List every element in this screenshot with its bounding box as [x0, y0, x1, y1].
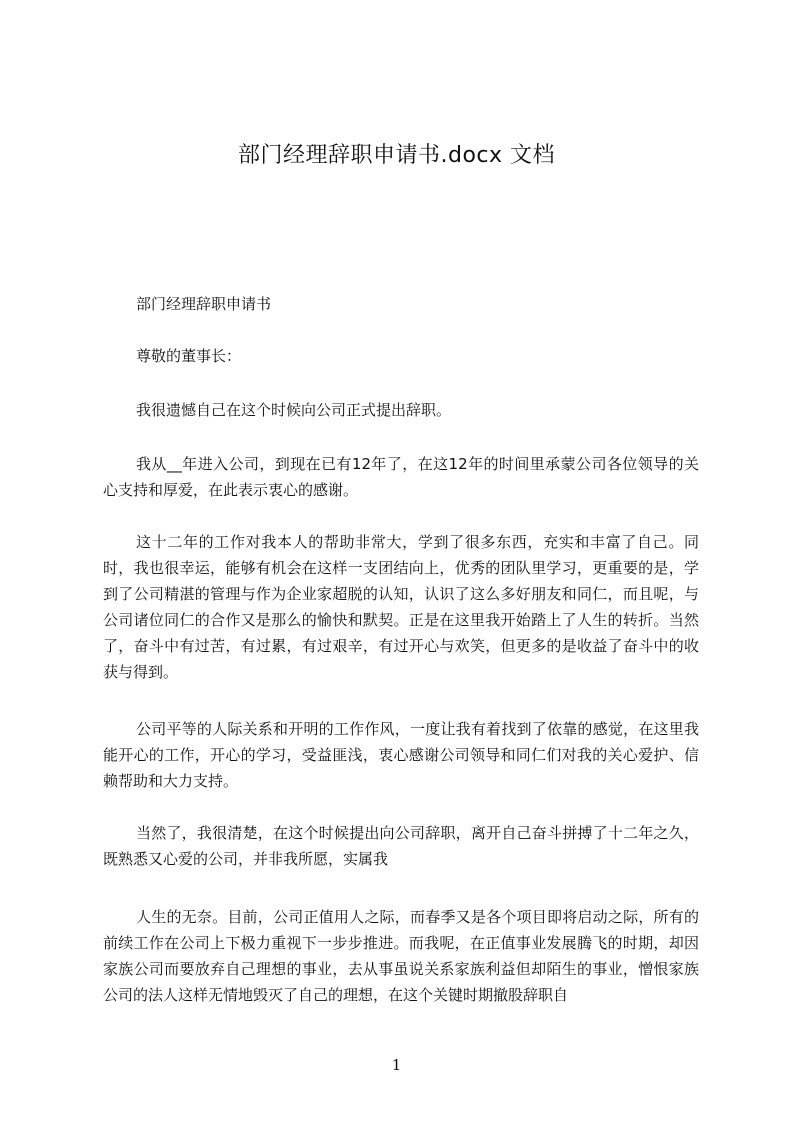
paragraph-3: 这十二年的工作对我本人的帮助非常大，学到了很多东西，充实和丰富了自己。同时，我也很幸运，能够有机会在这样一支团结向上，优秀的团队里学习，更重要的是，学到了公司精湛的管理与作为企业家超脱的认知，认识了这么多好朋友和同仁，而且呢，与公司诸位同仁的合作又是那么的愉快和默契。正是在这里我开始踏上了人生的转折。当然了，奋斗中有过苦，有过累，有过艰辛，有过开心与欢笑，但更多的是收益了奋斗中的收获与得到。 — [103, 533, 699, 681]
letter-heading: 部门经理辞职申请书 — [136, 295, 272, 313]
page-number: 1 — [391, 1056, 402, 1074]
paragraph-1: 我很遗憾自己在这个时候向公司正式提出辞职。 — [136, 401, 452, 419]
document-title: 部门经理辞职申请书.docx 文档 — [237, 143, 556, 168]
paragraph-2: 我从__年进入公司，到现在已有12年了，在这12年的时间里承蒙公司各位领导的关心支持和厚爱，在此表示衷心的感谢。 — [103, 455, 699, 499]
paragraph-4: 公司平等的人际关系和开明的工作作风，一度让我有着找到了依靠的感觉，在这里我能开心的工作，开心的学习，受益匪浅，衷心感谢公司领导和同仁们对我的关心爱护、信赖帮助和大力支持。 — [103, 720, 699, 790]
letter-salutation: 尊敬的董事长： — [136, 347, 242, 365]
paragraph-5: 当然了，我很清楚，在这个时候提出向公司辞职，离开自己奋斗拼搏了十二年之久，既熟悉又心爱的公司，并非我所愿，实属我 — [103, 824, 699, 868]
paragraph-6: 人生的无奈。目前，公司正值用人之际，而春季又是各个项目即将启动之际，所有的前续工作在公司上下极力重视下一步步推进。而我呢，在正值事业发展腾飞的时期，却因家族公司而要放弃自己理想的事业，去从事虽说关系家族利益但却陌生的事业，憎恨家族公司的法人这样无情地毁灭了自己的理想，在这个关键时期撤股辞职自 — [103, 908, 699, 1004]
